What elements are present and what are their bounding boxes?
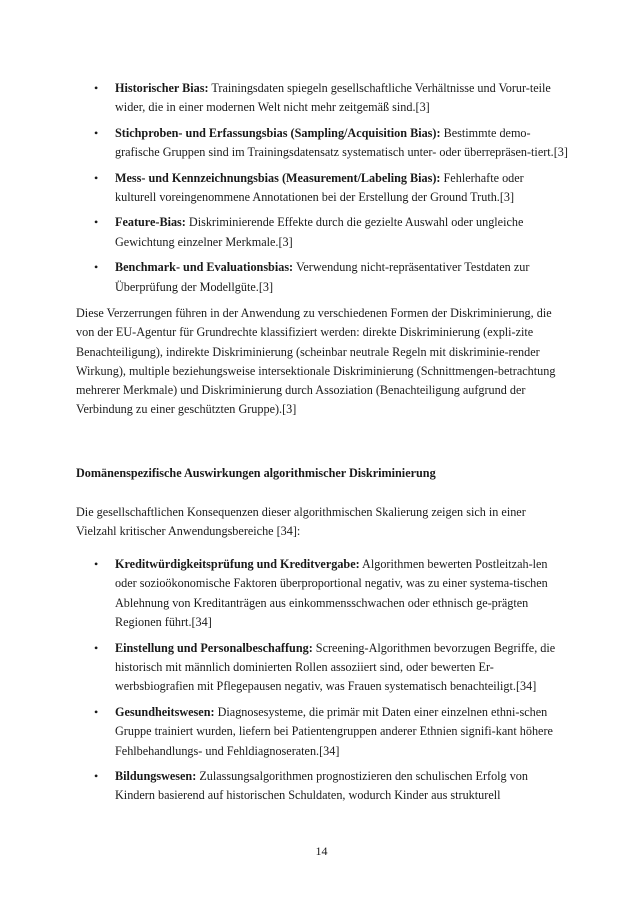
list-item-text: Zulassungsalgorithmen prognostizieren den schulischen Erfolg von Kindern basierend auf historischen Schuldaten, wodurch Kinder aus strukturell xyxy=(115,769,528,803)
bias-types-list xyxy=(76,79,568,297)
bullet-icon: • xyxy=(94,81,99,95)
list-item-text: Bestimmte demo-grafische Gruppen sind im Trainingsdatensatz systematisch unter- oder überrepräsen-tiert.[3] xyxy=(115,125,568,160)
list-item-text: Verwendung nicht-repräsentativer Testdaten zur Überprüfung der Modellgüte.[3] xyxy=(115,260,530,294)
list-item-text: Screening-Algorithmen bevorzugen Begriffe, die historisch mit männlich dominierten Rollen assoziiert sind, oder bewerten Er-werbsbiografien mit Pflegepausen negativ, was Frauen systematisch benachteiligt.[34] xyxy=(115,640,556,694)
list-item xyxy=(76,169,568,208)
list-item-term: Einstellung und Personalbeschaffung: xyxy=(115,640,313,655)
section-heading: Domänenspezifische Auswirkungen algorithmischer Diskriminierung xyxy=(76,466,436,480)
list-item-text: Diagnosesysteme, die primär mit Daten einer einzelnen ethni-schen Gruppe trainiert wurden, liefern bei Patientengruppen anderer Ethnien signifi-kant höhere Fehlbehandlungs- und Fehldiagnoseraten.[34] xyxy=(115,704,553,758)
list-item xyxy=(76,767,568,806)
list-item-term: Benchmark- und Evaluationsbias: xyxy=(115,260,294,275)
list-item xyxy=(76,213,568,252)
body-paragraph: Diese Verzerrungen führen in der Anwendung zu verschiedenen Formen der Diskriminierung, die von der EU-Agentur für Grundrechte klassifiziert werden: direkte Diskriminierung (expli-zite Benachteiligung), indirekte Diskriminierung (scheinbar neutrale Regeln mit diskriminie-render Wirkung), multiple beziehungsweise intersektionale Diskriminierung (Schnittmengen-betrachtung mehrerer Merkmale) und Diskriminierung durch Assoziation (Benachteiligung aufgrund der Verbindung zu einer geschützten Gruppe).[3] xyxy=(76,306,556,417)
list-item-term: Historischer Bias: xyxy=(115,81,209,95)
bullet-icon: • xyxy=(94,170,99,185)
list-item xyxy=(76,258,568,297)
bullet-icon: • xyxy=(94,640,99,655)
list-item-text: Fehlerhafte oder kulturell voreingenommene Annotationen bei der Erstellung der Ground Truth.[3] xyxy=(115,170,524,205)
bullet-icon: • xyxy=(94,557,99,571)
list-item-term: Feature-Bias: xyxy=(115,215,186,230)
page-number: 14 xyxy=(315,844,328,858)
list-item-term: Gesundheitswesen: xyxy=(115,704,215,719)
list-item xyxy=(76,79,568,118)
list-item-term: Stichproben- und Erfassungsbias (Sampling/Acquisition Bias): xyxy=(115,125,441,140)
list-item-term: Kreditwürdigkeitsprüfung und Kreditvergabe: xyxy=(115,557,360,571)
list-item-term: Bildungswesen: xyxy=(115,769,197,784)
list-item-text: Trainingsdaten spiegeln gesellschaftliche Verhältnisse und Vorur-teile wider, die in einer modernen Welt nicht mehr zeitgemäß sind.[3] xyxy=(115,81,551,115)
list-item-term: Mess- und Kennzeichnungsbias (Measurement/Labeling Bias): xyxy=(115,170,441,185)
body-paragraph: Die gesellschaftlichen Konsequenzen dieser algorithmischen Skalierung zeigen sich in einer Vielzahl kritischer Anwendungsbereiche [34]: xyxy=(76,505,526,539)
bullet-icon: • xyxy=(94,215,99,230)
bullet-icon: • xyxy=(94,125,99,140)
bullet-icon: • xyxy=(94,704,99,719)
bullet-icon: • xyxy=(94,769,99,784)
list-item xyxy=(76,555,568,633)
list-item-text: Diskriminierende Effekte durch die gezielte Auswahl oder ungleiche Gewichtung einzelner Merkmale.[3] xyxy=(115,215,524,249)
bullet-icon: • xyxy=(94,260,99,275)
list-item xyxy=(76,124,568,163)
list-item xyxy=(76,703,568,761)
domain-impacts-list xyxy=(76,555,568,806)
list-item xyxy=(76,639,568,697)
list-item-text: Algorithmen bewerten Postleitzah-len oder sozioökonomische Faktoren überproportional negativ, was zu einer systema-tischen Ablehnung von Kreditanträgen aus einkommensschwachen oder ethnisch ge-prägten Regionen führt.[34] xyxy=(115,557,548,630)
